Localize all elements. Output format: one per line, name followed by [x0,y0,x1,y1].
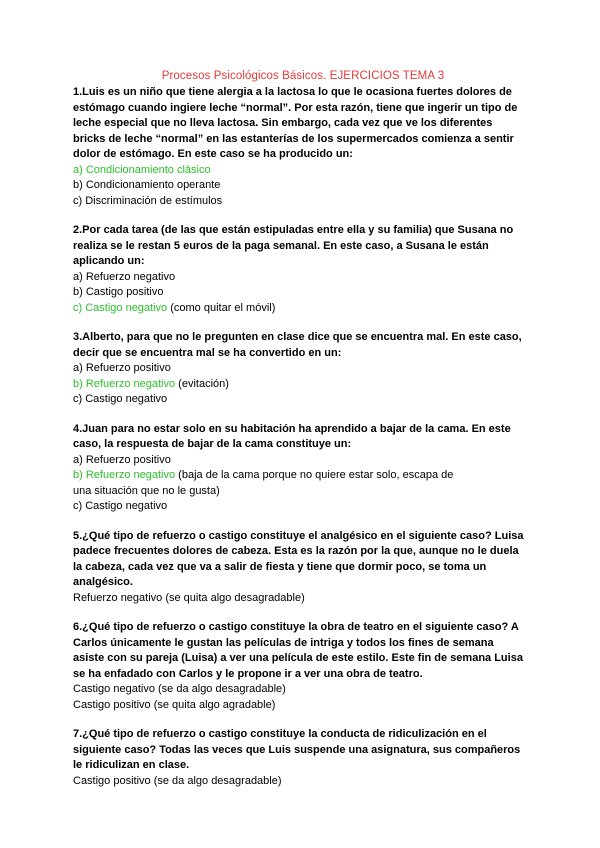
question-text-line: aplicando un: [73,255,145,267]
question-text-line: asiste con su pareja (Luisa) a ver una película de este estilo. Este fin de semana Luisa [73,652,523,664]
option-b-correct [73,377,533,393]
question-6 [73,620,533,713]
question-3 [73,330,533,408]
option-text: c) Castigo negativo [73,301,168,314]
answer: Castigo positivo (se da algo desagradable) [73,774,282,787]
option-b: b) Castigo positivo [73,286,164,298]
option-a-correct: a) Condicionamiento clásico [73,163,211,176]
answer: Refuerzo negativo (se quita algo desagradable) [73,591,305,604]
question-text-line: le ridiculizan en clase. [73,759,190,771]
question-text-line: Carlos únicamente le gustan las películas de intriga y todos los fines de semana [73,636,494,649]
question-text-line: bricks de leche “normal” en las estanterías de los supermercados comienza a sentir [73,132,514,145]
question-text-line: padece frecuentes dolores de cabeza. Esta es la razón por la que, aunque no le duela [73,545,519,557]
option-note-continuation: una situación que no le gusta) [73,484,220,497]
question-text-line: 6.¿Qué tipo de refuerzo o castigo constituye la obra de teatro en el siguiente caso? A [73,621,519,633]
question-7 [73,727,533,789]
document-page [73,70,533,789]
question-text-line: 5.¿Qué tipo de refuerzo o castigo constituye el analgésico en el siguiente caso? Luisa [73,529,524,542]
option-note: (como quitar el móvil) [167,301,276,314]
question-text-line: 7.¿Qué tipo de refuerzo o castigo constituye la conducta de ridiculización en el [73,728,487,740]
question-text-line: estómago cuando ingiere leche “normal”. Por esta razón, tiene que ingerir un tipo de [73,101,518,114]
option-a: a) Refuerzo negativo [73,270,176,283]
question-text-line: leche especial que no lleva lactosa. Sin embargo, cada vez que ve los diferentes [73,117,493,129]
question-4 [73,422,533,515]
option-a: a) Refuerzo positivo [73,362,171,374]
question-text-line: 2.Por cada tarea (de las que están estipuladas entre ella y su familia) que Susana no [73,224,514,236]
question-text-line: realiza se le restan 5 euros de la paga semanal. En este caso, a Susana le están [73,239,489,252]
question-text-line: 1.Luis es un niño que tiene alergia a la lactosa lo que le ocasiona fuertes dolores de [73,86,512,98]
option-c: c) Castigo negativo [73,393,168,405]
question-text-line: la cabeza, cada vez que va a salir de fiesta y tiene que dormir poco, se toma un [73,560,487,573]
option-c-correct [73,301,533,317]
option-text: b) Refuerzo negativo [73,469,176,481]
option-note: (baja de la cama porque no quiere estar solo, escapa de [175,469,454,481]
answer: Castigo positivo (se quita algo agradable) [73,698,276,711]
option-a: a) Refuerzo positivo [73,453,171,466]
question-text-line: 3.Alberto, para que no le pregunten en clase dice que se encuentra mal. En este caso, [73,331,522,343]
question-2 [73,223,533,316]
answer: Castigo negativo (se da algo desagradable) [73,683,286,695]
option-c: c) Castigo negativo [73,500,168,512]
option-note: (evitación) [175,377,229,390]
document-title: Procesos Psicológicos Básicos. EJERCICIOS TEMA 3 [161,70,445,82]
question-text-line: analgésico. [73,576,133,588]
question-text-line: decir que se encuentra mal se ha convertido en un: [73,346,342,359]
option-b: b) Condicionamiento operante [73,179,221,191]
question-text-line: se ha enfadado con Carlos y le propone ir a ver una obra de teatro. [73,667,423,680]
option-c: c) Discriminación de estímulos [73,194,223,207]
question-text-line: siguiente caso? Todas las veces que Luis suspende una asignatura, sus compañeros [73,743,521,756]
question-text-line: 4.Juan para no estar solo en su habitación ha aprendido a bajar de la cama. En este [73,422,511,435]
question-text-line: caso, la respuesta de bajar de la cama constituye un: [73,438,352,450]
question-1 [73,85,533,209]
question-5 [73,529,533,607]
option-text: b) Refuerzo negativo [73,377,176,390]
question-text-line: dolor de estómago. En este caso se ha producido un: [73,148,353,160]
option-b-correct [73,468,533,484]
